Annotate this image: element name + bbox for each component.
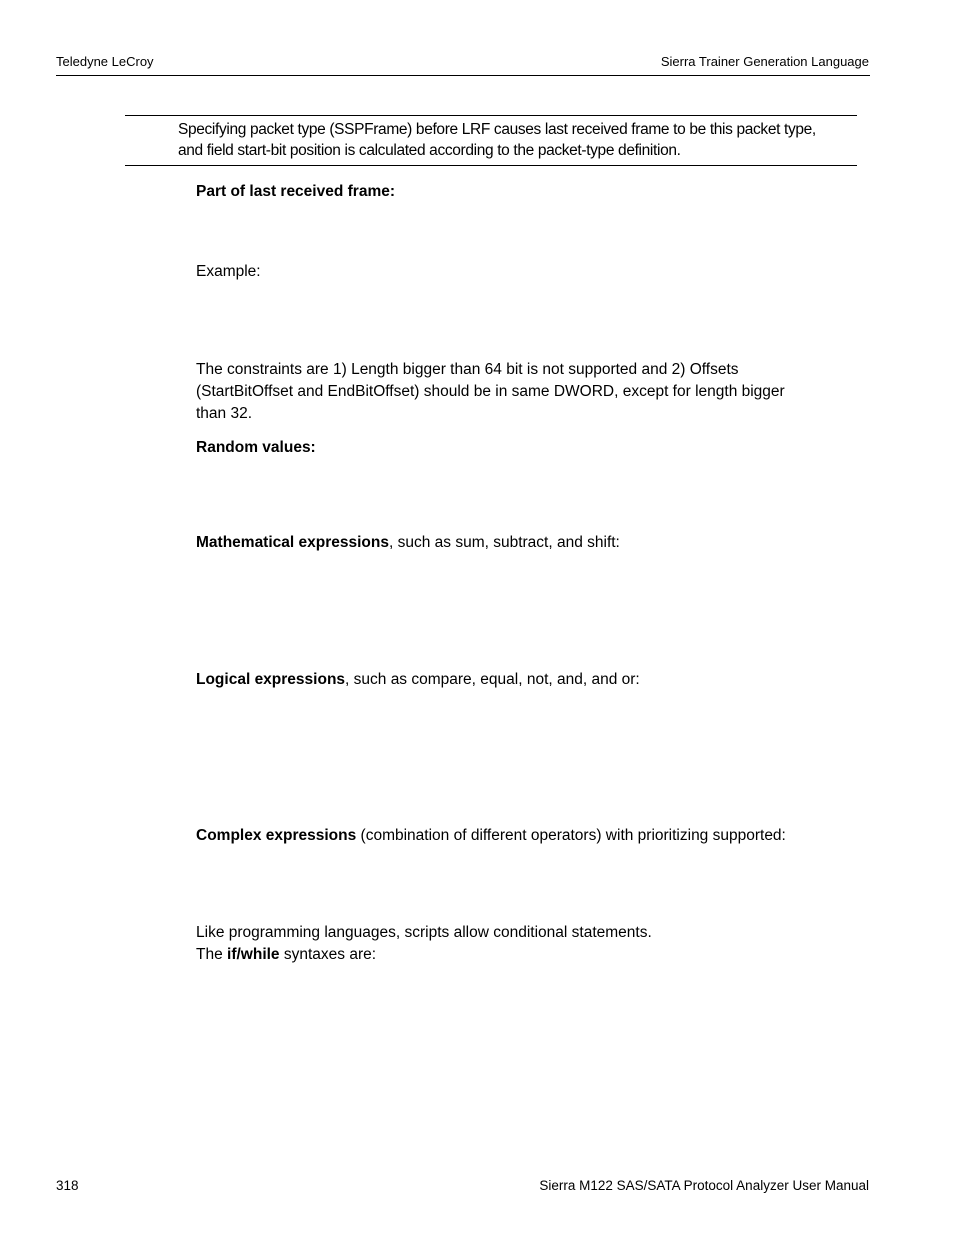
complex-expressions-paragraph bbox=[196, 825, 856, 847]
logical-expressions-paragraph bbox=[196, 669, 856, 691]
constraints-paragraph bbox=[196, 359, 856, 425]
syntax-line bbox=[196, 944, 856, 966]
note-top-divider bbox=[125, 115, 857, 116]
mathematical-expressions-term: Mathematical expressions bbox=[196, 534, 389, 551]
constraints-line-1: The constraints are 1) Length bigger than 64 bit is not supported and 2) Offsets bbox=[196, 361, 739, 378]
header-right-text: Sierra Trainer Generation Language bbox=[660, 54, 869, 69]
syntax-keyword: if/while bbox=[227, 946, 280, 963]
note-line-1: Specifying packet type (SSPFrame) before LRF causes last received frame to be this packet type, bbox=[178, 121, 816, 138]
logical-expressions-term: Logical expressions bbox=[196, 671, 346, 688]
heading-part-of-last-received-frame: Part of last received frame: bbox=[196, 183, 396, 200]
syntax-suffix: syntaxes are: bbox=[279, 946, 377, 963]
header-divider bbox=[56, 75, 870, 76]
constraints-line-2: (StartBitOffset and EndBitOffset) should be in same DWORD, except for length bigger bbox=[196, 383, 785, 400]
header-left-text: Teledyne LeCroy bbox=[56, 54, 154, 69]
complex-expressions-description: (combination of different operators) with prioritizing supported: bbox=[356, 827, 786, 844]
conditional-statements-paragraph bbox=[196, 922, 856, 966]
note-bottom-divider bbox=[125, 165, 857, 166]
example-label: Example: bbox=[196, 263, 261, 280]
constraints-line-3: than 32. bbox=[196, 405, 253, 422]
footer-manual-title: Sierra M122 SAS/SATA Protocol Analyzer User Manual bbox=[539, 1178, 869, 1193]
note-line-2: and field start-bit position is calculated according to the packet-type definition. bbox=[178, 142, 681, 159]
complex-expressions-term: Complex expressions bbox=[196, 827, 357, 844]
syntax-prefix: The bbox=[196, 946, 228, 963]
conditional-statements-line: Like programming languages, scripts allow conditional statements. bbox=[196, 924, 652, 941]
note-box bbox=[178, 119, 878, 161]
logical-expressions-description: , such as compare, equal, not, and, and or: bbox=[345, 671, 640, 688]
page-number: 318 bbox=[56, 1178, 79, 1193]
mathematical-expressions-paragraph bbox=[196, 532, 856, 554]
mathematical-expressions-description: , such as sum, subtract, and shift: bbox=[388, 534, 620, 551]
heading-random-values: Random values: bbox=[196, 439, 316, 456]
